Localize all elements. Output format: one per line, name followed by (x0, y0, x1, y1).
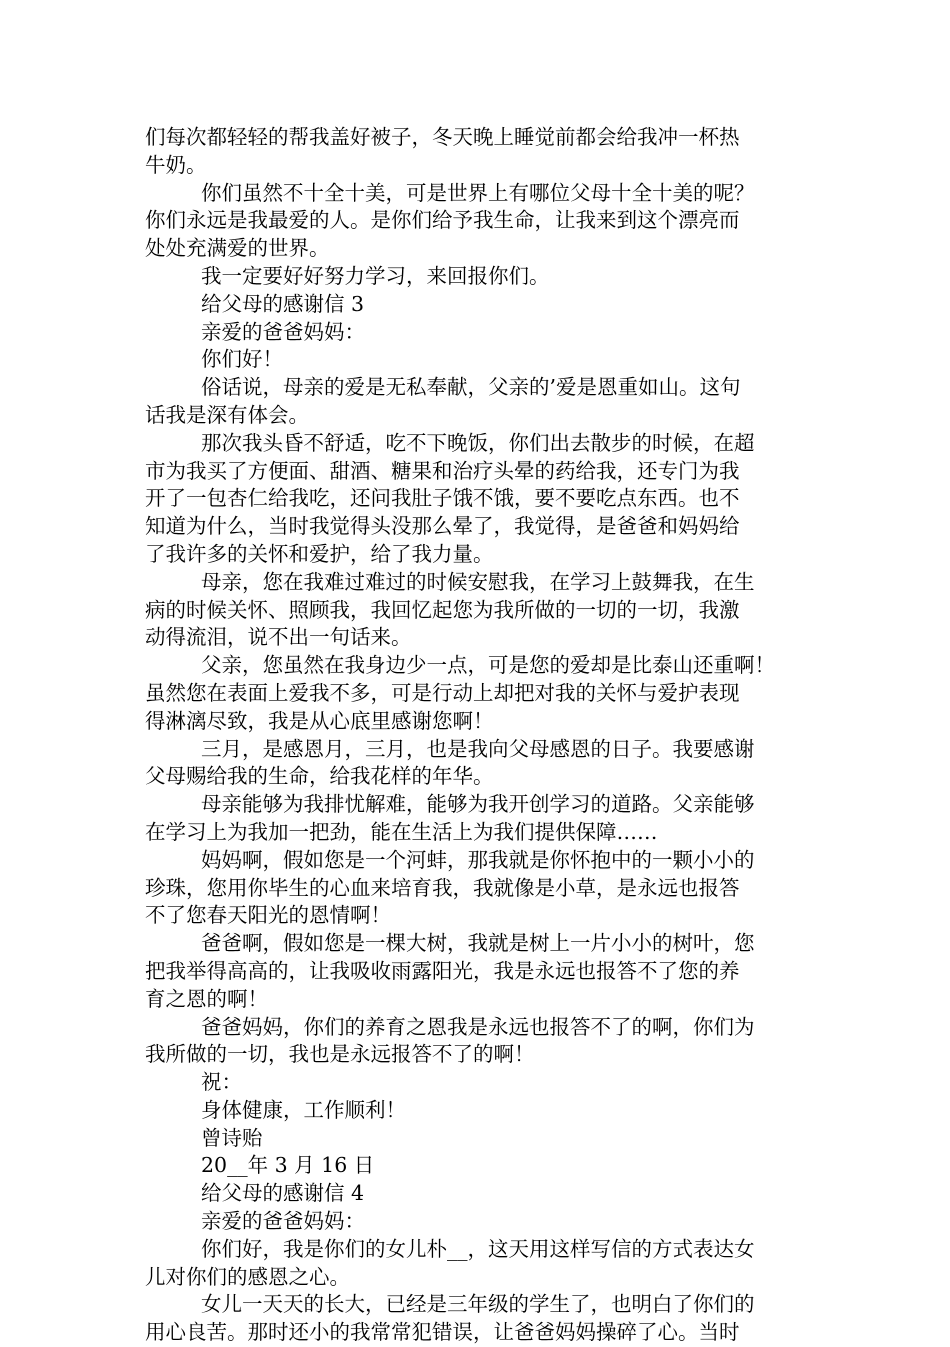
document-page (145, 124, 813, 1347)
text-line: 育之恩的啊！ (145, 986, 268, 1011)
text-line: 在学习上为我加一把劲，能在生活上为我们提供保障…… (145, 819, 658, 844)
text-line: 我所做的一切，我也是永远报答不了的啊！ (145, 1042, 535, 1067)
text-line: 爸爸妈妈，你们的养育之恩我是永远也报答不了的啊，你们为 (201, 1014, 755, 1039)
text-line: 20__年 3 月 16 日 (201, 1153, 375, 1178)
text-line: 曾诗贻 (201, 1125, 263, 1150)
text-line: 珍珠，您用你毕生的心血来培育我，我就像是小草，是永远也报答 (145, 875, 740, 900)
text-line: 亲爱的爸爸妈妈： (201, 1209, 365, 1234)
text-line: 我一定要好好努力学习，来回报你们。 (201, 263, 550, 288)
text-line: 市为我买了方便面、甜酒、糖果和治疗头晕的药给我，还专门为我 (145, 458, 740, 483)
text-line: 俗话说，母亲的爱是无私奉献，父亲的’爱是恩重如山。这句 (201, 375, 741, 400)
text-line: 动得流泪，说不出一句话来。 (145, 625, 412, 650)
text-line: 母亲能够为我排忧解难，能够为我开创学习的道路。父亲能够 (201, 792, 755, 817)
text-line: 给父母的感谢信 4 (201, 1181, 365, 1206)
text-line: 身体健康，工作顺利！ (201, 1097, 406, 1122)
text-line: 牛奶。 (145, 152, 207, 177)
text-line: 处处充满爱的世界。 (145, 236, 330, 261)
text-line: 你们永远是我最爱的人。是你们给予我生命，让我来到这个漂亮而 (145, 208, 740, 233)
text-line: 爸爸啊，假如您是一棵大树，我就是树上一片小小的树叶，您 (201, 931, 755, 956)
text-line: 你们好，我是你们的女儿朴__，这天用这样写信的方式表达女 (201, 1236, 755, 1261)
text-line: 父母赐给我的生命，给我花样的年华。 (145, 764, 494, 789)
text-line: 三月，是感恩月，三月，也是我向父母感恩的日子。我要感谢 (201, 736, 755, 761)
text-line: 得淋漓尽致，我是从心底里感谢您啊！ (145, 708, 494, 733)
text-line: 你们好！ (201, 347, 283, 372)
text-line: 妈妈啊，假如您是一个河蚌，那我就是你怀抱中的一颗小小的 (201, 847, 755, 872)
text-line: 把我举得高高的，让我吸收雨露阳光，我是永远也报答不了您的养 (145, 958, 740, 983)
text-line: 虽然您在表面上爱我不多，可是行动上却把对我的关怀与爱护表现 (145, 680, 740, 705)
text-line: 开了一包杏仁给我吃，还问我肚子饿不饿，要不要吃点东西。也不 (145, 486, 740, 511)
text-line: 儿对你们的感恩之心。 (145, 1264, 350, 1289)
text-line: 病的时候关怀、照顾我，我回忆起您为我所做的一切的一切，我激 (145, 597, 740, 622)
text-line: 了我许多的关怀和爱护，给了我力量。 (145, 541, 494, 566)
text-line: 你们虽然不十全十美，可是世界上有哪位父母十全十美的呢？ (201, 180, 755, 205)
text-line: 知道为什么，当时我觉得头没那么晕了，我觉得，是爸爸和妈妈给 (145, 514, 740, 539)
text-line: 女儿一天天的长大，已经是三年级的学生了，也明白了你们的 (201, 1292, 755, 1317)
text-line: 用心良苦。那时还小的我常常犯错误，让爸爸妈妈操碎了心。当时 (145, 1320, 740, 1345)
text-line: 那次我头昏不舒适，吃不下晚饭，你们出去散步的时候，在超 (201, 430, 755, 455)
text-line: 给父母的感谢信 3 (201, 291, 365, 316)
text-line: 话我是深有体会。 (145, 402, 309, 427)
text-line: 们每次都轻轻的帮我盖好被子，冬天晚上睡觉前都会给我冲一杯热 (145, 125, 740, 149)
text-line: 父亲，您虽然在我身边少一点，可是您的爱却是比泰山还重啊！ (201, 653, 775, 678)
text-line: 祝： (201, 1070, 242, 1095)
text-line: 母亲，您在我难过难过的时候安慰我，在学习上鼓舞我，在生 (201, 569, 755, 594)
text-line: 亲爱的爸爸妈妈： (201, 319, 365, 344)
text-line: 不了您春天阳光的恩情啊！ (145, 903, 391, 928)
